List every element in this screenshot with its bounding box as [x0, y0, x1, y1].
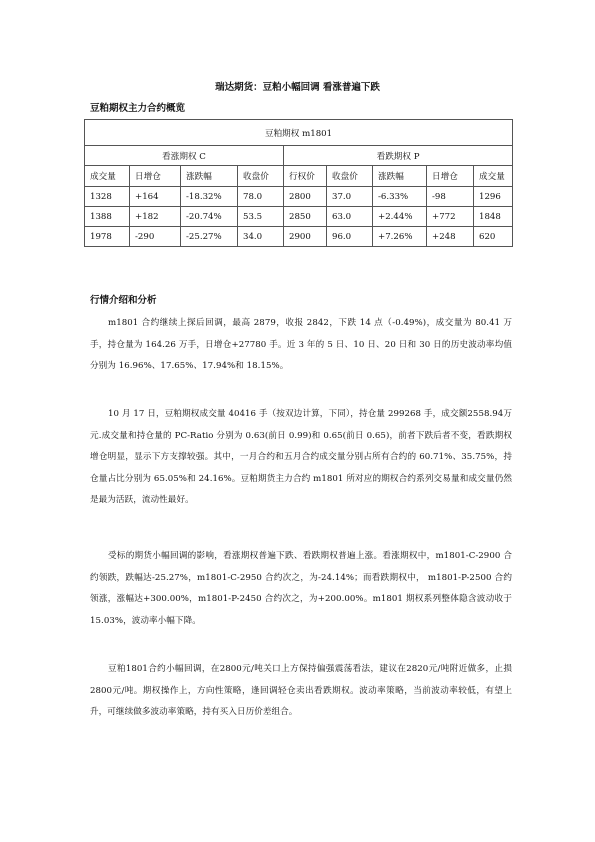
table-caption: 豆粕期权 m1801 [85, 120, 513, 146]
column-header: 收盘价 [327, 166, 373, 187]
analysis-paragraph-3: 受标的期货小幅回调的影响，看涨期权普遍下跌、看跌期权普遍上涨。看涨期权中，m1801-C-2900 合约领跌，跌幅达-25.27%，m1801-C-2950 合约次之，为-24.14%；而看跌期权中， m1801-P-2500 合约领涨，涨幅达+300.00%，m1801-P-2450 合约次之，为+200.00%。m1801 期权系列整体隐含波动收于 15.03%，波动率小幅下降。 [90, 551, 512, 626]
table-cell: 63.0 [327, 207, 373, 227]
analysis-paragraph-1: m1801 合约继续上探后回调，最高 2879，收报 2842，下跌 14 点（-0.49%)，成交量为 80.41 万手，持仓量为 164.26 万手，日增仓+27780 手。近 3 年的 5 日、10 日、20 日和 30 日的历史波动率均值分别为 16.96%、17.65%、17.94%和 18.15%。 [90, 318, 512, 371]
table-cell: 1328 [85, 187, 130, 207]
table-cell: 53.5 [238, 207, 284, 227]
column-header: 涨跌幅 [373, 166, 427, 187]
table-cell: 1296 [474, 187, 513, 207]
put-options-header: 看跌期权 P [284, 146, 513, 166]
table-cell: 37.0 [327, 187, 373, 207]
table-cell: -290 [130, 227, 181, 247]
table-cell: 96.0 [327, 227, 373, 247]
table-cell: +2.44% [373, 207, 427, 227]
analysis-section-heading: 行情介绍和分析 [90, 295, 157, 306]
table-cell: +248 [427, 227, 474, 247]
table-section-heading: 豆粕期权主力合约概览 [90, 103, 186, 114]
table-row [85, 187, 513, 207]
table-cell: +164 [130, 187, 181, 207]
table-cell: +7.26% [373, 227, 427, 247]
options-overview-table [84, 119, 513, 247]
column-header: 日增仓 [427, 166, 474, 187]
table-row [85, 207, 513, 227]
table-cell: -25.27% [181, 227, 238, 247]
page-title: 瑞达期货：豆粕小幅回调 看涨普遍下跌 [215, 82, 380, 93]
table-cell: 2800 [284, 187, 327, 207]
table-cell: 2900 [284, 227, 327, 247]
table-cell: -20.74% [181, 207, 238, 227]
table-cell: 34.0 [238, 227, 284, 247]
table-cell: -6.33% [373, 187, 427, 207]
table-cell: 2850 [284, 207, 327, 227]
table-cell: 1388 [85, 207, 130, 227]
table-cell: 78.0 [238, 187, 284, 207]
table-cell: -98 [427, 187, 474, 207]
column-header: 成交量 [474, 166, 513, 187]
column-header: 成交量 [85, 166, 130, 187]
column-header: 收盘价 [238, 166, 284, 187]
analysis-paragraph-4: 豆粕1801合约小幅回调，在2800元/吨关口上方保持偏强震荡看法，建议在2820元/吨附近做多，止损2800元/吨。期权操作上，方向性策略，逢回调轻仓卖出看跌期权。波动率策略，当前波动率较低，有望上升，可继续做多波动率策略，持有买入日历价差组合。 [90, 664, 512, 717]
call-options-header: 看涨期权 C [85, 146, 284, 166]
table-cell: +182 [130, 207, 181, 227]
table-cell: 620 [474, 227, 513, 247]
table-cell: 1978 [85, 227, 130, 247]
table-cell: 1848 [474, 207, 513, 227]
column-header: 日增仓 [130, 166, 181, 187]
column-header: 涨跌幅 [181, 166, 238, 187]
table-row [85, 227, 513, 247]
table-cell: +772 [427, 207, 474, 227]
column-header: 行权价 [284, 166, 327, 187]
analysis-paragraph-2: 10 月 17 日，豆粕期权成交量 40416 手（按双边计算，下同），持仓量 299268 手，成交额2558.94万元.成交量和持仓量的 PC-Ratio 分别为 0.63(前日 0.99)和 0.65(前日 0.65)，前者下跌后者不变，看跌期权增仓明显，显示下方支撑较强。其中，一月合约和五月合约成交量分别占所有合约的 60.71%、35.75%，持仓量占比分别为 65.05%和 24.16%。豆粕期货主力合约 m1801 所对应的期权合约系列交易量和成交量仍然是最为活跃，流动性最好。 [90, 409, 512, 505]
table-cell: -18.32% [181, 187, 238, 207]
column-header-row [85, 166, 513, 187]
